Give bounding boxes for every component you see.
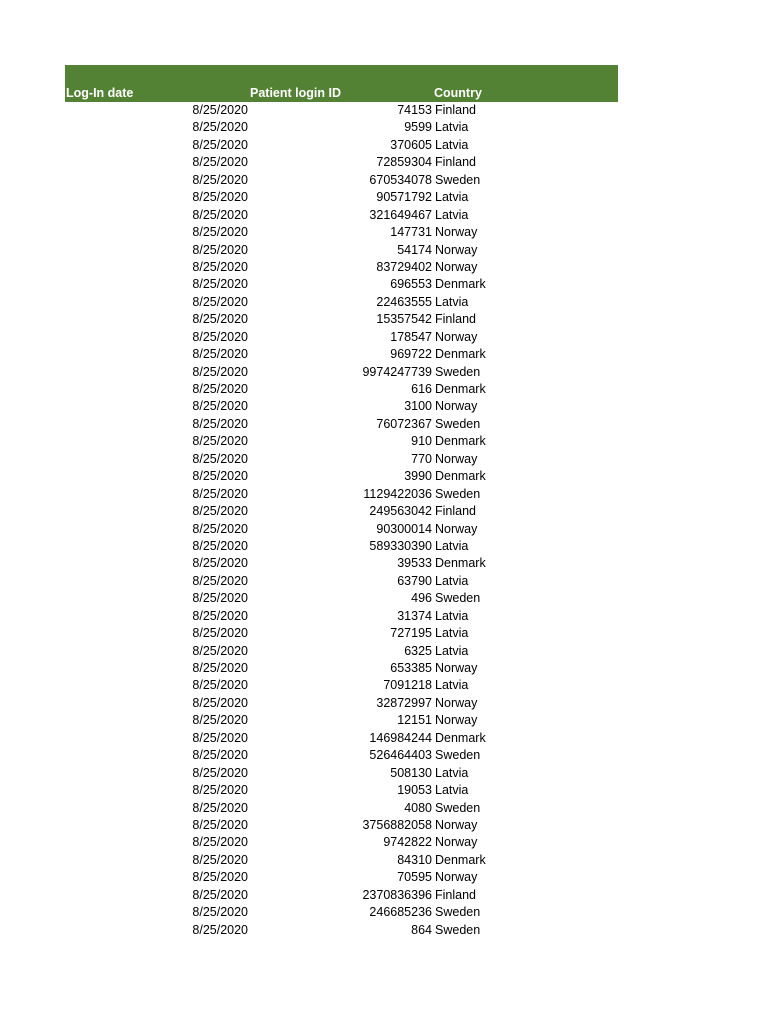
table-row	[65, 311, 618, 328]
cell-country[interactable]: Norway	[435, 817, 478, 832]
cell-patient-login-id[interactable]: 146984244	[369, 730, 432, 745]
table-row	[65, 643, 618, 660]
cell-patient-login-id[interactable]: 1129422036	[363, 486, 432, 501]
cell-country[interactable]: Sweden	[435, 591, 481, 606]
cell-country[interactable]: Norway	[435, 329, 478, 344]
table-row	[65, 102, 618, 119]
table-row	[65, 660, 618, 677]
cell-country[interactable]: Norway	[435, 399, 478, 414]
cell-log-in-date[interactable]: 8/25/2020	[192, 137, 248, 152]
cell-log-in-date[interactable]: 8/25/2020	[192, 416, 248, 431]
cell-country[interactable]: Latvia	[435, 294, 469, 309]
cell-patient-login-id[interactable]: 9974247739	[362, 364, 432, 379]
cell-patient-login-id[interactable]: 147731	[390, 225, 432, 240]
table-row	[65, 538, 618, 555]
table-row	[65, 887, 618, 904]
table-row	[65, 782, 618, 799]
cell-country[interactable]: Denmark	[435, 469, 486, 484]
cell-log-in-date[interactable]: 8/25/2020	[192, 103, 248, 117]
spreadsheet-table	[65, 65, 618, 939]
cell-log-in-date[interactable]: 8/25/2020	[192, 713, 248, 728]
cell-log-in-date[interactable]: 8/25/2020	[192, 556, 248, 571]
table-row	[65, 259, 618, 276]
cell-country[interactable]: Sweden	[435, 172, 481, 187]
cell-log-in-date[interactable]: 8/25/2020	[192, 626, 248, 641]
table-row	[65, 119, 618, 136]
cell-log-in-date[interactable]: 8/25/2020	[192, 225, 248, 240]
table-row	[65, 817, 618, 834]
cell-country[interactable]: Sweden	[435, 364, 481, 379]
table-row	[65, 922, 618, 939]
cell-patient-login-id[interactable]: 54174	[397, 242, 432, 257]
cell-patient-login-id[interactable]: 589330390	[369, 538, 432, 553]
cell-log-in-date[interactable]: 8/25/2020	[192, 451, 248, 466]
cell-log-in-date[interactable]: 8/25/2020	[192, 748, 248, 763]
cell-log-in-date[interactable]: 8/25/2020	[192, 172, 248, 187]
cell-log-in-date[interactable]: 8/25/2020	[192, 817, 248, 832]
cell-log-in-date[interactable]: 8/25/2020	[192, 259, 248, 274]
table-row	[65, 329, 618, 346]
cell-log-in-date[interactable]: 8/25/2020	[192, 294, 248, 309]
cell-patient-login-id[interactable]: 39533	[397, 556, 432, 571]
cell-patient-login-id[interactable]: 15357542	[376, 312, 432, 327]
table-row	[65, 573, 618, 590]
cell-patient-login-id[interactable]: 3990	[404, 469, 432, 484]
header-country[interactable]: Country	[434, 86, 482, 100]
cell-country[interactable]: Denmark	[435, 852, 486, 867]
cell-log-in-date[interactable]: 8/25/2020	[192, 765, 248, 780]
table-row	[65, 346, 618, 363]
cell-patient-login-id[interactable]: 63790	[397, 573, 432, 588]
cell-log-in-date[interactable]: 8/25/2020	[192, 783, 248, 798]
cell-patient-login-id[interactable]: 76072367	[376, 416, 432, 431]
cell-patient-login-id[interactable]: 727195	[390, 626, 432, 641]
cell-patient-login-id[interactable]: 31374	[397, 608, 432, 623]
cell-patient-login-id[interactable]: 178547	[390, 329, 432, 344]
cell-country[interactable]: Finland	[435, 887, 476, 902]
cell-patient-login-id[interactable]: 4080	[404, 800, 432, 815]
cell-log-in-date[interactable]: 8/25/2020	[192, 329, 248, 344]
table-row	[65, 398, 618, 415]
cell-country[interactable]: Latvia	[435, 137, 469, 152]
cell-patient-login-id[interactable]: 74153	[397, 103, 432, 117]
cell-country[interactable]: Sweden	[435, 748, 481, 763]
cell-patient-login-id[interactable]: 90571792	[376, 190, 432, 205]
cell-country[interactable]: Sweden	[435, 486, 481, 501]
cell-log-in-date[interactable]: 8/25/2020	[192, 538, 248, 553]
table-row	[65, 381, 618, 398]
cell-country[interactable]: Latvia	[435, 207, 469, 222]
table-row	[65, 486, 618, 503]
cell-log-in-date[interactable]: 8/25/2020	[192, 887, 248, 902]
table-row	[65, 521, 618, 538]
cell-country[interactable]: Denmark	[435, 382, 486, 396]
cell-country[interactable]: Norway	[435, 451, 478, 466]
cell-patient-login-id[interactable]: 3100	[404, 399, 432, 414]
cell-country[interactable]: Denmark	[435, 556, 486, 571]
cell-log-in-date[interactable]: 8/25/2020	[192, 730, 248, 745]
cell-patient-login-id[interactable]: 910	[411, 434, 432, 449]
cell-log-in-date[interactable]: 8/25/2020	[192, 347, 248, 362]
cell-country[interactable]: Finland	[435, 504, 476, 519]
cell-country[interactable]: Latvia	[435, 608, 469, 623]
cell-patient-login-id[interactable]: 969722	[390, 347, 432, 362]
table-row	[65, 172, 618, 189]
cell-country[interactable]: Latvia	[435, 573, 469, 588]
cell-country[interactable]: Norway	[435, 695, 478, 710]
table-row	[65, 207, 618, 224]
cell-country[interactable]: Latvia	[435, 783, 469, 798]
cell-country[interactable]: Sweden	[435, 800, 481, 815]
cell-country[interactable]: Sweden	[435, 905, 481, 920]
table-row	[65, 416, 618, 433]
cell-log-in-date[interactable]: 8/25/2020	[192, 277, 248, 292]
cell-country[interactable]: Latvia	[435, 678, 469, 693]
cell-patient-login-id[interactable]: 496	[411, 591, 432, 606]
cell-country[interactable]: Latvia	[435, 120, 469, 135]
table-row	[65, 677, 618, 694]
cell-patient-login-id[interactable]: 19053	[397, 783, 432, 798]
table-row	[65, 608, 618, 625]
table-row	[65, 276, 618, 293]
cell-log-in-date[interactable]: 8/25/2020	[192, 608, 248, 623]
table-row	[65, 555, 618, 572]
cell-country[interactable]: Latvia	[435, 643, 469, 658]
table-row	[65, 224, 618, 241]
cell-country[interactable]: Denmark	[435, 730, 486, 745]
table-row	[65, 294, 618, 311]
cell-patient-login-id[interactable]: 72859304	[376, 155, 432, 170]
table-row	[65, 451, 618, 468]
cell-country[interactable]: Sweden	[435, 922, 481, 937]
table-row	[65, 189, 618, 206]
cell-patient-login-id[interactable]: 864	[411, 922, 432, 937]
cell-log-in-date[interactable]: 8/25/2020	[192, 591, 248, 606]
cell-country[interactable]: Norway	[435, 835, 478, 850]
cell-country[interactable]: Norway	[435, 521, 478, 536]
cell-log-in-date[interactable]: 8/25/2020	[192, 190, 248, 205]
table-row	[65, 503, 618, 520]
cell-country[interactable]: Denmark	[435, 347, 486, 362]
table-row	[65, 765, 618, 782]
cell-patient-login-id[interactable]: 321649467	[369, 207, 432, 222]
cell-country[interactable]: Denmark	[435, 277, 486, 292]
cell-patient-login-id[interactable]: 249563042	[369, 504, 432, 519]
cell-country[interactable]: Finland	[435, 312, 476, 327]
table-row	[65, 904, 618, 921]
cell-log-in-date[interactable]: 8/25/2020	[192, 382, 248, 396]
table-row	[65, 154, 618, 171]
cell-log-in-date[interactable]: 8/25/2020	[192, 486, 248, 501]
cell-patient-login-id[interactable]: 508130	[390, 765, 432, 780]
cell-country[interactable]: Norway	[435, 225, 478, 240]
cell-country[interactable]: Latvia	[435, 538, 469, 553]
cell-country[interactable]: Finland	[435, 155, 476, 170]
header-log-in-date[interactable]: Log-In date	[66, 86, 134, 100]
cell-log-in-date[interactable]: 8/25/2020	[192, 661, 248, 675]
header-patient-login-id[interactable]: Patient login ID	[250, 86, 341, 100]
cell-patient-login-id[interactable]: 670534078	[369, 172, 432, 187]
cell-country[interactable]: Norway	[435, 661, 478, 675]
table-row	[65, 695, 618, 712]
table-row	[65, 242, 618, 259]
cell-country[interactable]: Norway	[435, 713, 478, 728]
cell-patient-login-id[interactable]: 9742822	[383, 835, 432, 850]
table-row	[65, 137, 618, 154]
cell-patient-login-id[interactable]: 526464403	[369, 748, 432, 763]
table-row	[65, 852, 618, 869]
table-row	[65, 730, 618, 747]
cell-log-in-date[interactable]: 8/25/2020	[192, 678, 248, 693]
cell-patient-login-id[interactable]: 370605	[390, 137, 432, 152]
table-row	[65, 869, 618, 886]
cell-log-in-date[interactable]: 8/25/2020	[192, 922, 248, 937]
cell-patient-login-id[interactable]: 3756882058	[362, 817, 432, 832]
cell-patient-login-id[interactable]: 70595	[397, 870, 432, 885]
cell-log-in-date[interactable]: 8/25/2020	[192, 905, 248, 920]
cell-log-in-date[interactable]: 8/25/2020	[192, 469, 248, 484]
cell-country[interactable]: Latvia	[435, 626, 469, 641]
cell-log-in-date[interactable]: 8/25/2020	[192, 399, 248, 414]
cell-country[interactable]: Finland	[435, 103, 476, 117]
table-row	[65, 747, 618, 764]
cell-patient-login-id[interactable]: 32872997	[376, 695, 432, 710]
cell-patient-login-id[interactable]: 22463555	[376, 294, 432, 309]
table-row	[65, 433, 618, 450]
cell-log-in-date[interactable]: 8/25/2020	[192, 155, 248, 170]
cell-log-in-date[interactable]: 8/25/2020	[192, 573, 248, 588]
cell-log-in-date[interactable]: 8/25/2020	[192, 120, 248, 135]
table-row	[65, 590, 618, 607]
cell-log-in-date[interactable]: 8/25/2020	[192, 835, 248, 850]
cell-log-in-date[interactable]: 8/25/2020	[192, 643, 248, 658]
table-row	[65, 712, 618, 729]
cell-log-in-date[interactable]: 8/25/2020	[192, 434, 248, 449]
cell-log-in-date[interactable]: 8/25/2020	[192, 521, 248, 536]
cell-country[interactable]: Latvia	[435, 190, 469, 205]
cell-log-in-date[interactable]: 8/25/2020	[192, 364, 248, 379]
cell-log-in-date[interactable]: 8/25/2020	[192, 800, 248, 815]
cell-country[interactable]: Latvia	[435, 765, 469, 780]
cell-patient-login-id[interactable]: 246685236	[369, 905, 432, 920]
cell-patient-login-id[interactable]: 12151	[397, 713, 432, 728]
table-row	[65, 364, 618, 381]
table-row	[65, 468, 618, 485]
cell-log-in-date[interactable]: 8/25/2020	[192, 695, 248, 710]
cell-log-in-date[interactable]: 8/25/2020	[192, 242, 248, 257]
cell-log-in-date[interactable]: 8/25/2020	[192, 207, 248, 222]
cell-country[interactable]: Sweden	[435, 416, 481, 431]
cell-country[interactable]: Norway	[435, 259, 478, 274]
cell-log-in-date[interactable]: 8/25/2020	[192, 870, 248, 885]
cell-log-in-date[interactable]: 8/25/2020	[192, 852, 248, 867]
cell-patient-login-id[interactable]: 83729402	[376, 259, 432, 274]
table-row	[65, 800, 618, 817]
cell-patient-login-id[interactable]: 84310	[397, 852, 432, 867]
cell-patient-login-id[interactable]: 616	[411, 382, 432, 396]
cell-patient-login-id[interactable]: 2370836396	[362, 887, 432, 902]
table-header	[65, 65, 618, 102]
cell-patient-login-id[interactable]: 9599	[404, 120, 432, 135]
cell-country[interactable]: Norway	[435, 870, 478, 885]
cell-patient-login-id[interactable]: 6325	[404, 643, 432, 658]
table-row	[65, 625, 618, 642]
cell-log-in-date[interactable]: 8/25/2020	[192, 504, 248, 519]
cell-patient-login-id[interactable]: 696553	[390, 277, 432, 292]
table-body	[65, 102, 618, 939]
cell-patient-login-id[interactable]: 770	[411, 451, 432, 466]
cell-country[interactable]: Denmark	[435, 434, 486, 449]
cell-patient-login-id[interactable]: 7091218	[383, 678, 432, 693]
cell-patient-login-id[interactable]: 90300014	[376, 521, 432, 536]
cell-log-in-date[interactable]: 8/25/2020	[192, 312, 248, 327]
cell-patient-login-id[interactable]: 653385	[390, 661, 432, 675]
table-row	[65, 834, 618, 851]
cell-country[interactable]: Norway	[435, 242, 478, 257]
